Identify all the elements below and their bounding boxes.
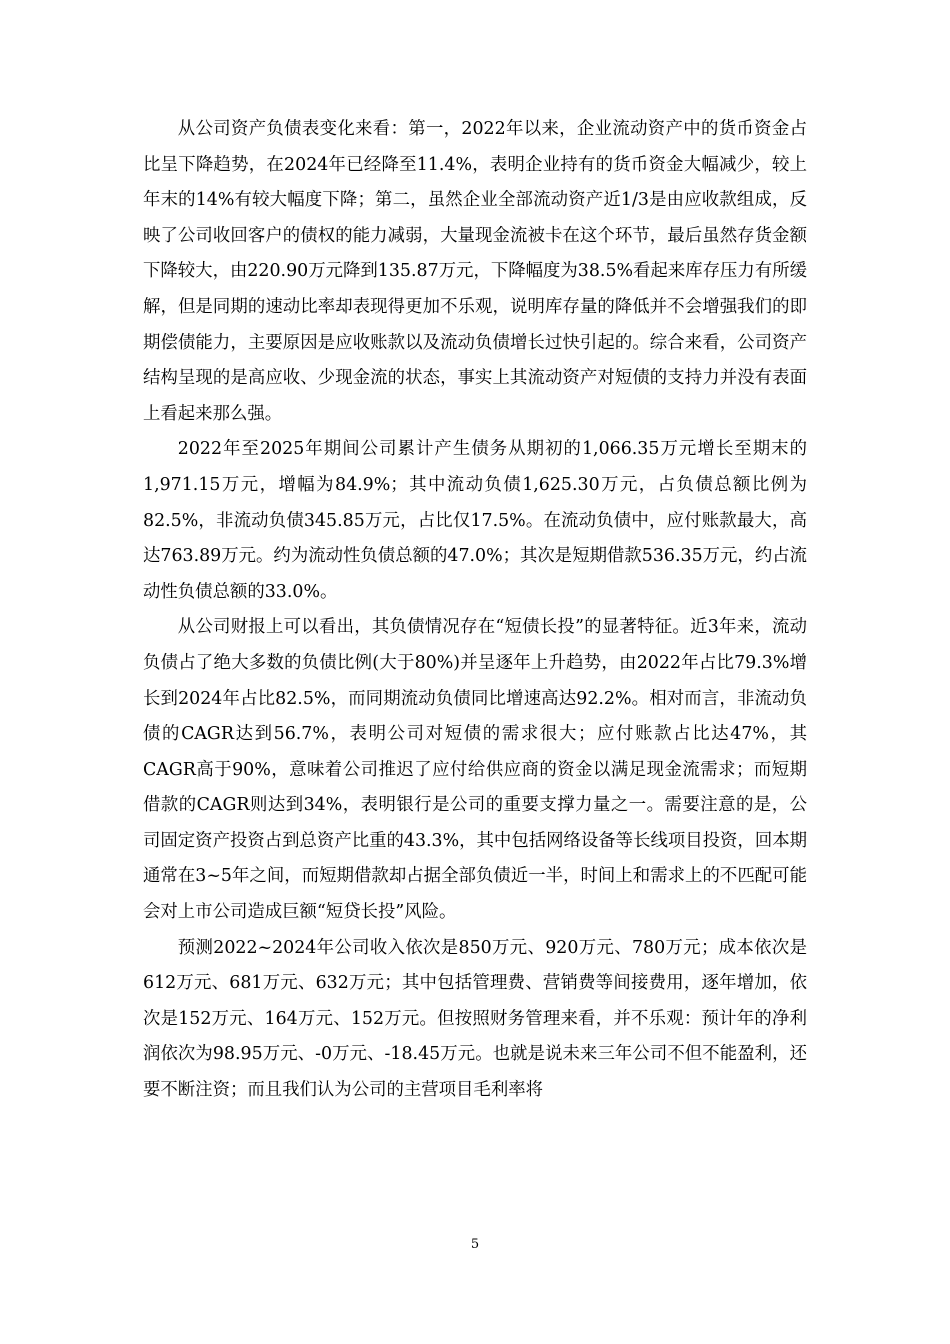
page-number: 5 — [470, 1237, 480, 1252]
paragraph-short-debt-long-investment: 从公司财报上可以看出，其负债情况存在“短债长投”的显著特征。近3年来，流动负债占了绝大多数的负债比例(大于80%)并呈逐年上升趋势，由2022年占比79.3%增长到2024年占比82.5%，而同期流动负债同比增速高达92.2%。相对而言，非流动负债的CAGR达到56.7%，表明公司对短债的需求很大；应付账款占比达47%，其CAGR高于90%，意味着公司推迟了应付给供应商的资金以满足现金流需求；而短期借款的CAGR则达到34%，表明银行是公司的重要支撑力量之一。需要注意的是，公司固定资产投资占到总资产比重的43.3%，其中包括网络设备等长线项目投资，回本期通常在3~5年之间，而短期借款却占据全部负债近一半，时间上和需求上的不匹配可能会对上市公司造成巨额“短贷长投”风险。 — [143, 617, 807, 923]
paragraph-debt-growth: 2022年至2025年期间公司累计产生债务从期初的1,066.35万元增长至期末的1,971.15万元，增幅为84.9%；其中流动负债1,625.30万元，占负债总额比例为82.5%，非流动负债345.85万元，占比仅17.5%。在流动负债中，应付账款最大，高达763.89万元。约为流动性负债总额的47.0%；其次是短期借款536.35万元，约占流动性负债总额的33.0%。 — [143, 439, 807, 602]
paragraph-asset-liability-changes: 从公司资产负债表变化来看：第一，2022年以来，企业流动资产中的货币资金占比呈下降趋势，在2024年已经降至11.4%，表明企业持有的货币资金大幅减少，较上年末的14%有较大幅度下降；第二，虽然企业全部流动资产近1/3是由应收款组成，反映了公司收回客户的债权的能力减弱，大量现金流被卡在这个环节，最后虽然存货金额下降较大，由220.90万元降到135.87万元，下降幅度为38.5%看起来库存压力有所缓解，但是同期的速动比率却表现得更加不乐观，说明库存量的降低并不会增强我们的即期偿债能力，主要原因是应收账款以及流动负债增长过快引起的。综合来看，公司资产结构呈现的是高应收、少现金流的状态，事实上其流动资产对短债的支持力并没有表面上看起来那么强。 — [143, 119, 807, 424]
paragraph-revenue-forecast: 预测2022~2024年公司收入依次是850万元、920万元、780万元；成本依次是612万元、681万元、632万元；其中包括管理费、营销费等间接费用，逐年增加，依次是152万元、164万元、152万元。但按照财务管理来看，并不乐观：预计年的净利润依次为98.95万元、-0万元、-18.45万元。也就是说未来三年公司不但不能盈利，还要不断注资；而且我们认为公司的主营项目毛利率将 — [143, 937, 807, 1101]
document-body — [143, 112, 807, 1109]
